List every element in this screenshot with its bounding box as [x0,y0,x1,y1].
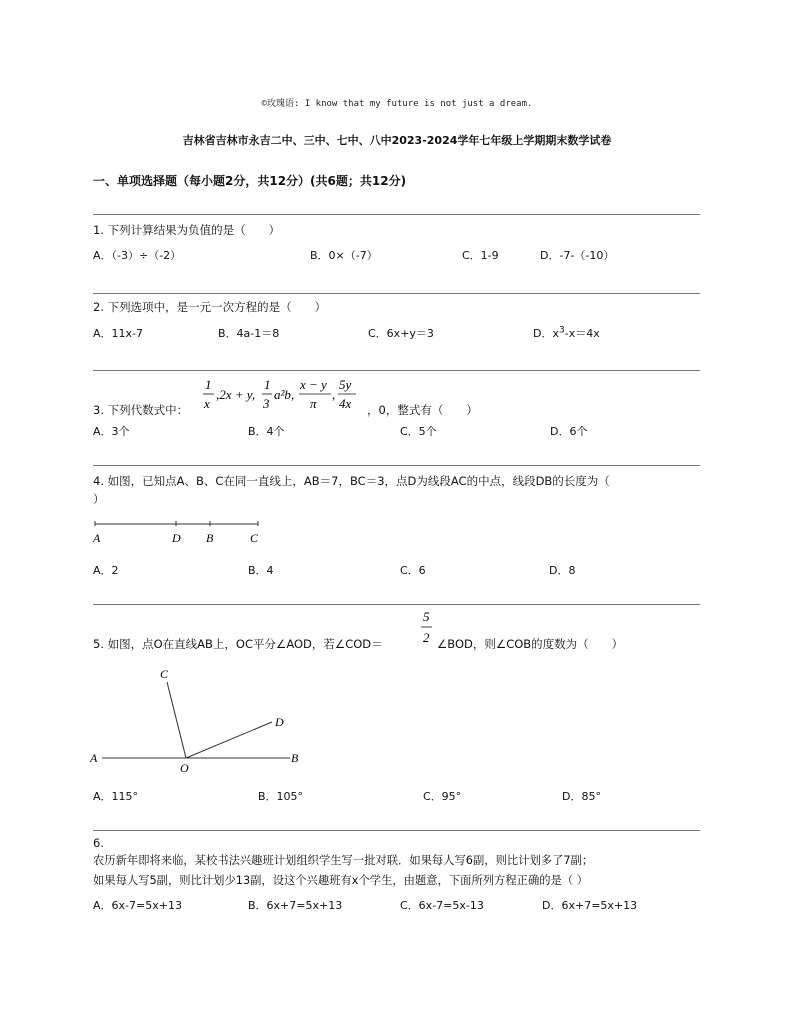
q3-frac7-den: 4x [339,396,352,411]
q4-label-b: B [206,531,214,545]
q5-option-d[interactable]: D．85° [562,790,601,803]
q5-option-b[interactable]: B．105° [258,790,304,803]
q2-option-d-pre: D．x [533,327,559,340]
q5-fraction [419,607,435,651]
q5-angle-figure [88,662,308,776]
q4-label-a: A [93,531,101,545]
q6-stem-line2: 如果每人写5副，则比计划少13副，设这个兴趣班有x个学生，由题意，下面所列方程正确的是（ ） [93,874,589,887]
q4-option-b[interactable]: B．4 [248,564,274,577]
q3-term2: ,2x + y, [216,387,256,402]
q3-frac1-num: 1 [205,377,212,392]
q6-stem-line1: 农历新年即将来临，某校书法兴趣班计划组织学生写一批对联．如果每人写6副，则比计划多了7副； [93,854,594,867]
q1-option-d[interactable]: D．-7-（-10） [540,249,615,262]
q3-option-c[interactable]: C．5个 [400,425,437,438]
q2-option-c[interactable]: C．6x+y＝3 [368,327,434,340]
q4-stem-line1: 4. 如图，已知点A、B、C在同一直线上，AB＝7，BC＝3，点D为线段AC的中点，线段DB的长度为（ [93,474,610,488]
q4-option-c[interactable]: C．6 [400,564,426,577]
q3-frac7-num: 5y [339,377,352,392]
q5-frac-num: 5 [423,609,430,624]
divider [93,604,700,605]
q4-label-c: C [250,531,259,545]
divider [93,293,700,294]
divider [93,214,700,215]
q6-option-c[interactable]: C．6x-7=5x-13 [400,899,484,912]
q5-stem-post: ∠BOD，则∠COB的度数为（ ） [437,637,624,651]
q5-label-d: D [275,715,284,729]
divider [93,465,700,466]
section-heading: 一、单项选择题（每小题2分，共12分）(共6题；共12分) [93,174,407,188]
q2-option-d-post: -x＝4x [564,327,600,340]
q4-option-a[interactable]: A．2 [93,564,119,577]
q5-option-a[interactable]: A．115° [93,790,139,803]
q6-number: 6. [93,836,104,850]
q3-option-b[interactable]: B．4个 [248,425,285,438]
q1-stem: 1. 下列计算结果为负值的是（ ） [93,223,281,237]
q3-frac3-num: 1 [264,377,271,392]
q2-option-b[interactable]: B．4a-1＝8 [218,327,280,340]
q3-frac1-den: x [204,396,210,411]
q6-option-d[interactable]: D．6x+7=5x+13 [542,899,638,912]
q3-prefix: 3. 下列代数式中： [93,403,189,417]
q5-stem-pre: 5. 如图，点O在直线AB上，OC平分∠AOD，若∠COD＝ [93,637,383,651]
q6-option-b[interactable]: B．6x+7=5x+13 [248,899,343,912]
divider [93,830,700,831]
q3-suffix: ，0，整式有（ ） [367,403,478,417]
q3-expression-list [200,374,365,416]
q5-label-b: B [291,751,299,765]
q3-frac5-num: x − y [300,377,327,392]
q3-option-d[interactable]: D．6个 [550,425,588,438]
q4-label-d: D [172,531,181,545]
q2-option-d-exponent: 3 [558,325,565,336]
q4-segment-figure [90,514,270,548]
q2-option-a[interactable]: A．11x-7 [93,327,143,340]
q2-option-d[interactable] [533,325,600,341]
divider [93,370,700,371]
svg-text:,: , [332,387,336,402]
q6-option-a[interactable]: A．6x-7=5x+13 [93,899,182,912]
q5-option-c[interactable]: C．95° [423,790,462,803]
q3-frac3-den: 3 [263,396,270,411]
q1-option-b[interactable]: B．0×（-7） [310,249,378,262]
q3-frac5-den: π [310,396,317,411]
q5-label-o: O [180,761,189,775]
q1-option-c[interactable]: C．1-9 [462,249,499,262]
q3-term4: a²b, [274,387,295,402]
q1-option-a[interactable]: A．（-3）÷（-2） [93,249,182,262]
exam-title: 吉林省吉林市永吉二中、三中、七中、八中2023-2024学年七年级上学期期末数学试卷 [182,134,612,147]
q3-option-a[interactable]: A．3个 [93,425,130,438]
q5-label-a: A [90,751,98,765]
motto-line: ©玫瑰语: I know that my future is not just a dream. [261,99,533,109]
q5-frac-den: 2 [423,630,430,645]
q4-option-d[interactable]: D．8 [549,564,576,577]
q5-label-c: C [160,667,169,681]
q4-stem-line2: ） [93,492,105,506]
q2-stem: 2. 下列选项中，是一元一次方程的是（ ） [93,300,327,314]
